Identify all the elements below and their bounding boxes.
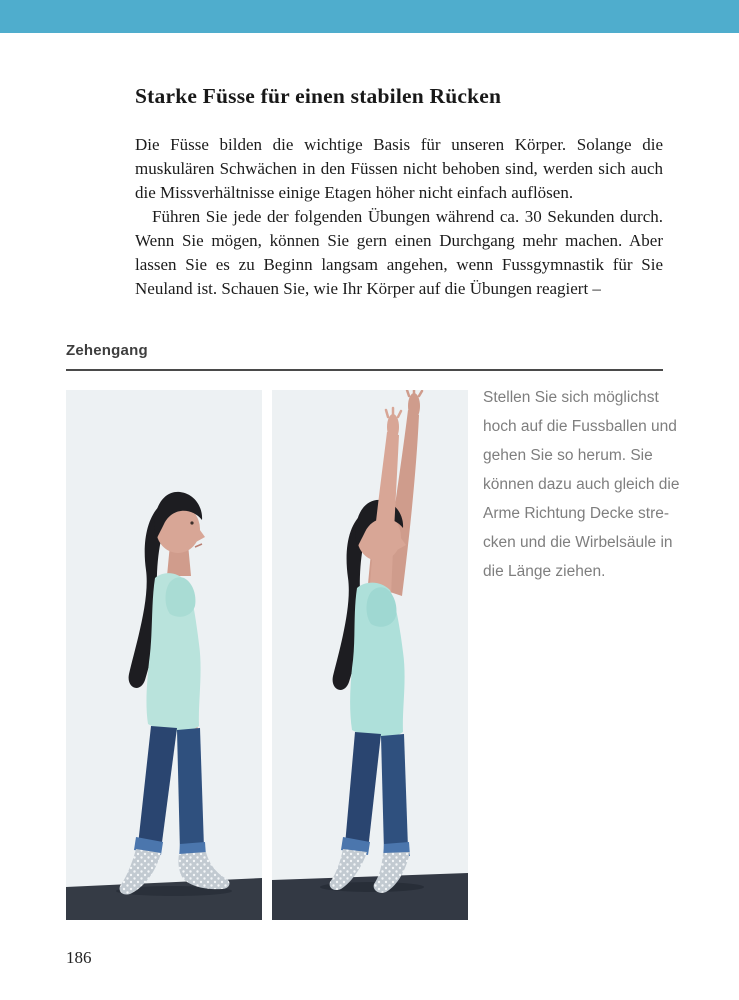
caption-line: cken und die Wirbelsäule in: [483, 534, 673, 551]
page-number: 186: [66, 948, 92, 967]
section-rule: [66, 369, 663, 371]
page-title: Starke Füsse für einen stabilen Rücken: [135, 84, 502, 108]
paragraph-intro: Die Füsse bilden die wichtige Basis für unseren Körper. Solange die muskulären Schwächen in den Füssen nicht behoben sind, werden sich auch die Missverhältnisse einige Etagen höher nicht einfach auflösen.: [135, 135, 663, 202]
tiptoe-walk-illustration: [66, 390, 262, 920]
paragraph-instructions: Führen Sie jede der folgenden Übungen während ca. 30 Sekunden durch. Wenn Sie mögen, können Sie gern einen Durchgang mehr machen. Aber lassen Sie es zu Beginn langsam angehen, wenn Fussgymnastik für Sie Neuland ist. Schauen Sie, wie Ihr Körper auf die Übungen reagiert –: [135, 207, 663, 298]
caption-line: können dazu auch gleich die: [483, 476, 680, 493]
exercise-photo-tiptoe-arms-raised: [272, 390, 468, 920]
section-label-zehengang: Zehengang: [66, 342, 148, 359]
body-text: [135, 133, 663, 301]
header-color-bar: [0, 0, 739, 33]
caption-line: Stellen Sie sich möglichst: [483, 389, 659, 406]
tiptoe-arms-raised-illustration: [272, 390, 468, 920]
caption-line: die Länge ziehen.: [483, 563, 606, 580]
caption-line: gehen Sie so herum. Sie: [483, 447, 653, 464]
figure-caption: [483, 383, 680, 586]
caption-line: Arme Richtung Decke stre-: [483, 505, 670, 522]
exercise-photo-tiptoe-walk: [66, 390, 262, 920]
caption-line: hoch auf die Fussballen und: [483, 418, 677, 435]
